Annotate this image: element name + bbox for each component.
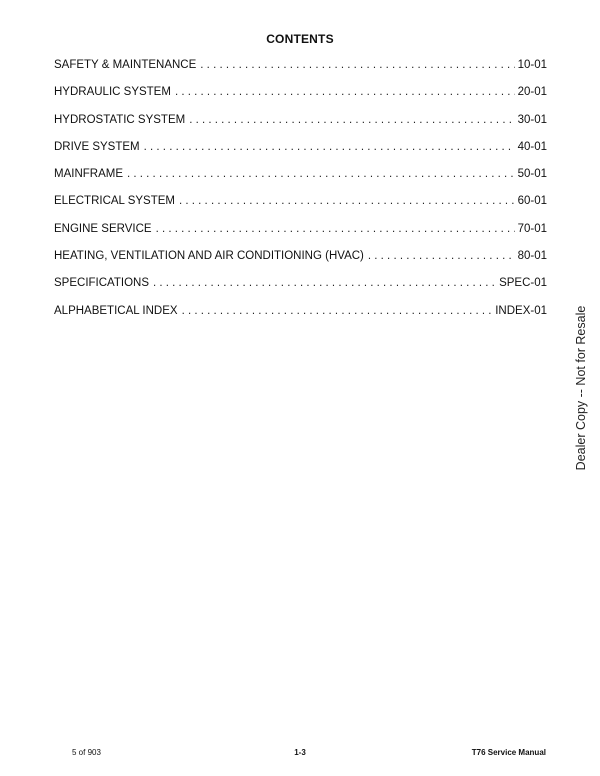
toc-entry-label: SAFETY & MAINTENANCE [54,59,197,71]
toc-entry-hydrostatic-system[interactable] [54,114,547,141]
toc-dot-leader [127,168,515,180]
toc-dot-leader [153,277,496,289]
toc-entry-label: SPECIFICATIONS [54,277,149,290]
toc-entry-page: 80-01 [517,250,547,263]
toc-entry-safety-maintenance[interactable] [54,59,547,86]
toc-entry-alphabetical-index[interactable] [54,305,547,332]
toc-dot-leader [179,195,515,207]
toc-entry-label: HEATING, VENTILATION AND AIR CONDITIONING (HVAC) [54,250,364,263]
toc-entry-hvac[interactable] [54,250,547,277]
toc-entry-page: 10-01 [517,59,547,71]
toc-entry-page: 50-01 [517,168,547,181]
toc-entry-label: ALPHABETICAL INDEX [54,304,178,317]
dealer-copy-watermark: Dealer Copy -- Not for Resale [574,305,588,471]
toc-entry-page: 60-01 [517,195,547,208]
page-title: CONTENTS [266,32,334,46]
toc-entry-page: 20-01 [517,86,547,99]
toc-entry-page: 40-01 [517,140,547,153]
toc-entry-page: SPEC-01 [499,277,547,290]
toc-entry-label: ELECTRICAL SYSTEM [54,195,175,208]
toc-entry-specifications[interactable] [54,277,547,304]
toc-dot-leader [182,305,493,317]
toc-entry-page: 30-01 [517,113,547,126]
toc-entry-hydraulic-system[interactable] [54,86,547,113]
toc-dot-leader [189,114,514,126]
toc-entry-mainframe[interactable] [54,168,547,195]
toc-entry-electrical-system[interactable] [54,195,547,222]
toc-entry-page: INDEX-01 [495,304,547,317]
toc-entry-label: DRIVE SYSTEM [54,140,140,153]
toc-entry-label: HYDROSTATIC SYSTEM [54,113,186,126]
footer-page-count: 5 of 903 [72,748,101,757]
toc-dot-leader [156,223,515,235]
toc-entry-drive-system[interactable] [54,141,547,168]
toc-entry-engine-service[interactable] [54,223,547,250]
toc-entry-label: HYDRAULIC SYSTEM [54,86,171,99]
toc-dot-leader [368,250,515,262]
toc-entry-page: 70-01 [517,222,547,235]
footer-page-number: 1-3 [294,748,306,757]
toc-dot-leader [144,141,515,153]
toc-dot-leader [175,86,515,98]
toc-dot-leader [200,59,514,71]
toc-entry-label: ENGINE SERVICE [54,222,152,235]
footer-manual-name: T76 Service Manual [471,748,546,757]
table-of-contents [54,59,547,332]
toc-entry-label: MAINFRAME [54,168,123,181]
